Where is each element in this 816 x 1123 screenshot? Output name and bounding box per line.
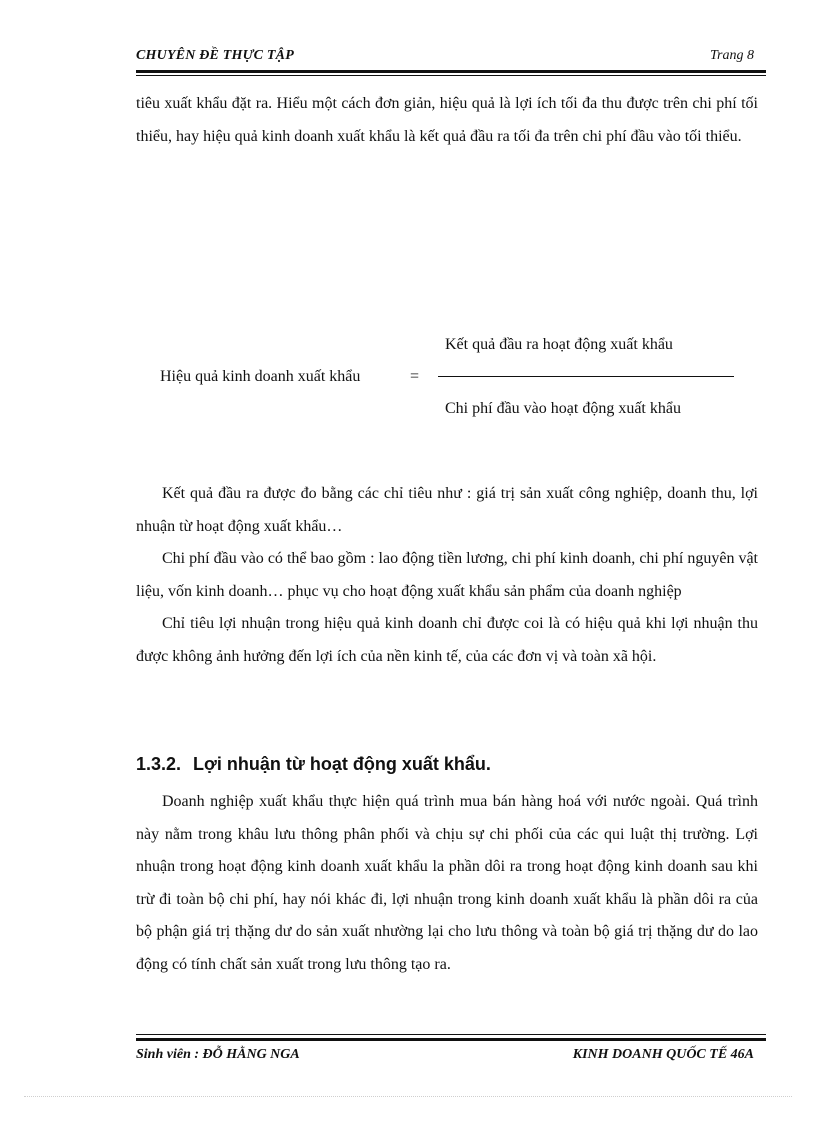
page-bottom-dotted-line bbox=[24, 1096, 792, 1097]
section-body-text bbox=[136, 786, 758, 981]
paragraph-export-profit: Doanh nghiệp xuất khẩu thực hiện quá trình mua bán hàng hoá với nước ngoài. Quá trình này nằm trong khâu lưu thông phân phối và chịu sự chi phối của các qui luật thị trường. Lợi nhuận trong hoạt động kinh doanh xuất khẩu la phần dôi ra trong hoạt động kinh doanh sau khi trừ đi toàn bộ chi phí, hay nói khác đi, lợi nhuận trong kinh doanh xuất khẩu là phần dôi ra của bộ phận giá trị thặng dư do sản xuất nhường lại cho lưu thông và toàn bộ giá trị thặng dư do lao động có tính chất sản xuất trong lưu thông tạo ra. bbox=[136, 793, 758, 973]
intro-paragraph: tiêu xuất khẩu đặt ra. Hiểu một cách đơn giản, hiệu quả là lợi ích tối đa thu được trên chi phí tối thiểu, hay hiệu quả kinh doanh xuất khẩu là kết quả đầu ra tối đa trên chi phí đầu vào tối thiểu. bbox=[136, 95, 758, 145]
formula-equals-sign: = bbox=[410, 368, 420, 385]
page-number: Trang 8 bbox=[710, 48, 754, 63]
section-heading bbox=[136, 754, 491, 775]
formula-numerator: Kết quả đầu ra hoạt động xuất khẩu bbox=[445, 336, 673, 353]
formula-denominator: Chi phí đầu vào hoạt động xuất khẩu bbox=[445, 400, 681, 417]
footer-rule-thick bbox=[136, 1038, 766, 1041]
section-number: 1.3.2. bbox=[136, 754, 182, 774]
efficiency-formula bbox=[0, 330, 816, 430]
paragraph-output: Kết quả đầu ra được đo bằng các chỉ tiêu như : giá trị sản xuất công nghiệp, doanh thu, lợi nhuận từ hoạt động xuất khẩu… bbox=[136, 485, 758, 535]
footer-class-name: KINH DOANH QUỐC TẾ 46A bbox=[572, 1047, 754, 1062]
formula-fraction-bar bbox=[438, 376, 734, 377]
explanation-text bbox=[136, 478, 758, 673]
footer-student-name: Sinh viên : ĐỖ HẰNG NGA bbox=[136, 1047, 300, 1062]
page-header bbox=[136, 48, 766, 70]
footer-rule-thin bbox=[136, 1034, 766, 1035]
section-title: Lợi nhuận từ hoạt động xuất khẩu. bbox=[193, 754, 491, 774]
paragraph-profit-indicator: Chỉ tiêu lợi nhuận trong hiệu quả kinh doanh chỉ được coi là có hiệu quả khi lợi nhuận thu được không ảnh hưởng đến lợi ích của nền kinh tế, của các đơn vị và toàn xã hội. bbox=[136, 615, 758, 665]
formula-left-side: Hiệu quả kinh doanh xuất khẩu bbox=[160, 368, 361, 385]
intro-text bbox=[136, 88, 758, 153]
header-title: CHUYÊN ĐỀ THỰC TẬP bbox=[136, 48, 294, 63]
header-rule-thick bbox=[136, 70, 766, 73]
paragraph-input-costs: Chi phí đầu vào có thể bao gồm : lao động tiền lương, chi phí kinh doanh, chi phí nguyên vật liệu, vốn kinh doanh… phục vụ cho hoạt động xuất khẩu sản phẩm của doanh nghiệp bbox=[136, 550, 758, 600]
header-rule-thin bbox=[136, 75, 766, 76]
